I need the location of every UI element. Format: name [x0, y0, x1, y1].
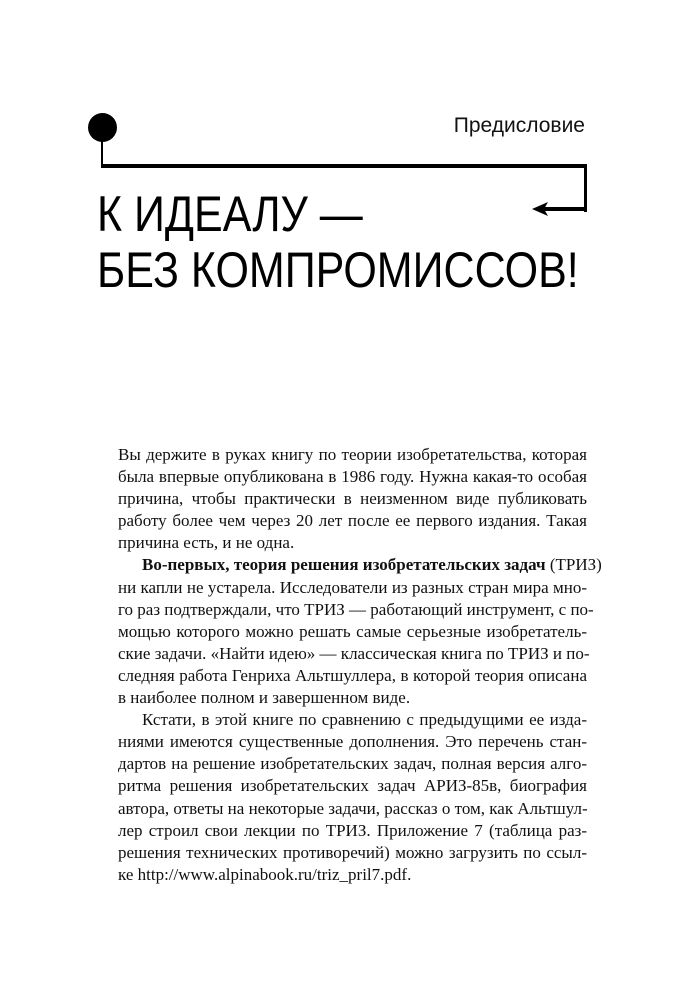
chapter-title: [97, 186, 579, 298]
text-line: причина, чтобы практически в неизменном виде публиковать: [118, 489, 587, 509]
text-line: решения технических противоречий) можно загрузить по ссыл-: [118, 842, 587, 862]
section-label: Предисловие: [453, 114, 585, 137]
chapter-title-line: БЕЗ КОМПРОМИССОВ!: [97, 242, 579, 298]
text-line: ские задачи. «Найти идею» — классическая книга по ТРИЗ и по-: [118, 643, 590, 663]
text-line: следняя работа Генриха Альтшуллера, в которой теория описана: [118, 665, 587, 685]
bold-phrase: Во-первых, теория решения изобретательских задач: [142, 555, 546, 575]
text-line: в наиболее полном и завершенном виде.: [118, 688, 411, 708]
text-line: автора, ответы на некоторые задачи, рассказ о том, как Альтшул-: [118, 798, 588, 818]
decorative-rule: [101, 164, 587, 168]
text-line: ке http://www.alpinabook.ru/triz_pril7.pdf.: [118, 864, 412, 884]
text-line: дартов на решение изобретательских задач, полная версия алго-: [118, 754, 587, 774]
text-line: причина есть, и не одна.: [118, 533, 295, 553]
text-line: работу более чем через 20 лет после ее первого издания. Такая: [118, 511, 587, 531]
text-line: ритма решения изобретательских задач АРИЗ-85в, биография: [118, 776, 587, 796]
text-line: мощью которого можно решать самые серьезные изобретатель-: [118, 621, 587, 641]
decorative-line: [101, 135, 103, 167]
text-line: [118, 554, 602, 576]
text-line: была впервые опубликована в 1986 году. Нужна какая-то особая: [118, 467, 587, 487]
text-line: Кстати, в этой книге по сравнению с предыдущими ее изда-: [142, 710, 587, 730]
text-line: лер строил свои лекции по ТРИЗ. Приложение 7 (таблица раз-: [118, 820, 587, 840]
text-line: го раз подтверждали, что ТРИЗ — работающий инструмент, с по-: [118, 599, 594, 619]
text-line: ниями имеются существенные дополнения. Это перечень стан-: [118, 732, 587, 752]
text-line: Вы держите в руках книгу по теории изобретательства, которая: [118, 445, 587, 464]
text-fragment: (ТРИЗ): [545, 555, 602, 575]
body-text: [118, 444, 602, 886]
chapter-title-line: К ИДЕАЛУ —: [97, 186, 363, 242]
text-line: ни капли не устарела. Исследователи из разных стран мира мно-: [118, 577, 587, 597]
